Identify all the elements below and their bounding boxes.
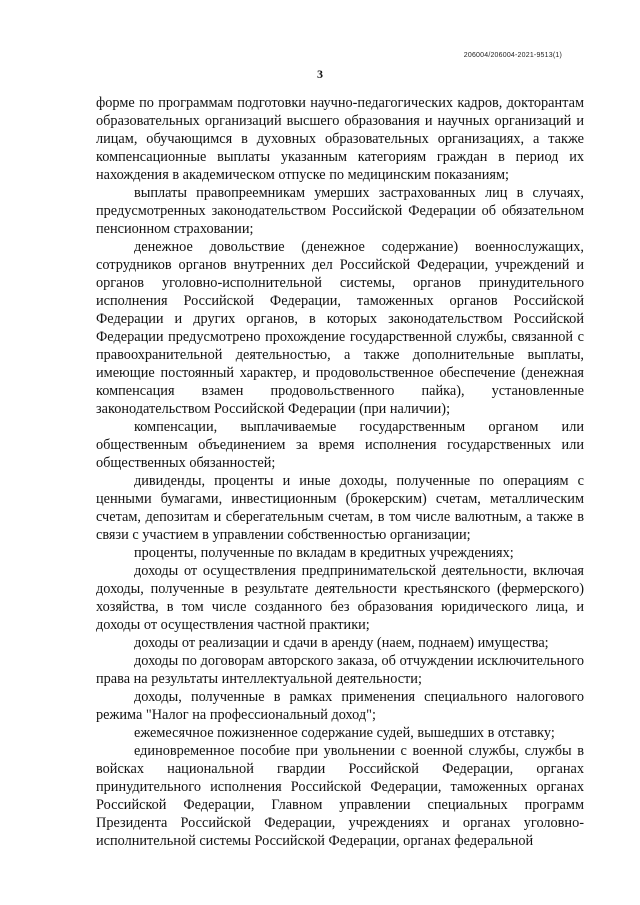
document-id: 206004/206004-2021-9513(1) [463,52,562,59]
paragraph: дивиденды, проценты и иные доходы, полученные по операциям с ценными бумагами, инвестиционным (брокерским) счетам, металлическим счетам, депозитам и сберегательным счетам, в том числе валютным, а также в связи с участием в управлении собственностью организации; [96,473,584,543]
paragraph: форме по программам подготовки научно-педагогических кадров, докторантам образовательных организаций высшего образования и научных организаций и лицам, обучающимся в духовных образовательных организациях, а также компенсационные выплаты указанным категориям граждан в период их нахождения в академическом отпуске по медицинским показаниям; [96,95,584,183]
paragraph: компенсации, выплачиваемые государственным органом или общественным объединением за время исполнения государственных или общественных обязанностей; [96,419,584,471]
paragraph: проценты, полученные по вкладам в кредитных учреждениях; [134,545,514,561]
paragraph: доходы по договорам авторского заказа, об отчуждении исключительного права на результаты интеллектуальной деятельности; [96,653,584,687]
paragraph: денежное довольствие (денежное содержание) военнослужащих, сотрудников органов внутренних дел Российской Федерации, учреждений и органов уголовно-исполнительной системы, органов принудительного исполнения Российской Федерации, таможенных органов Российской Федерации и других органов, в которых законодательством Российской Федерации предусмотрено прохождение государственной службы, связанной с правоохранительной деятельностью, а также дополнительные выплаты, имеющие постоянный характер, и продовольственное обеспечение (денежная компенсация взамен продовольственного пайка), установленные законодательством Российской Федерации (при наличии); [96,239,584,417]
paragraph: доходы от реализации и сдачи в аренду (наем, поднаем) имущества; [134,635,549,651]
paragraph: выплаты правопреемникам умерших застрахованных лиц в случаях, предусмотренных законодательством Российской Федерации об обязательном пенсионном страховании; [96,185,584,237]
paragraph: доходы, полученные в рамках применения специального налогового режима "Налог на профессиональный доход"; [96,689,584,723]
document-body [96,94,584,850]
paragraph: ежемесячное пожизненное содержание судей, вышедших в отставку; [134,725,555,741]
page-number: 3 [317,67,323,81]
paragraph: единовременное пособие при увольнении с военной службы, службы в войсках национальной гвардии Российской Федерации, органах принудительного исполнения Российской Федерации, таможенных органах Российской Федерации, Главном управлении специальных программ Президента Российской Федерации, учреждениях и органах уголовно-исполнительной системы Российской Федерации, органах федеральной [96,743,584,849]
paragraph: доходы от осуществления предпринимательской деятельности, включая доходы, полученные в результате деятельности крестьянского (фермерского) хозяйства, в том числе созданного без образования юридического лица, и доходы от осуществления частной практики; [96,563,584,633]
